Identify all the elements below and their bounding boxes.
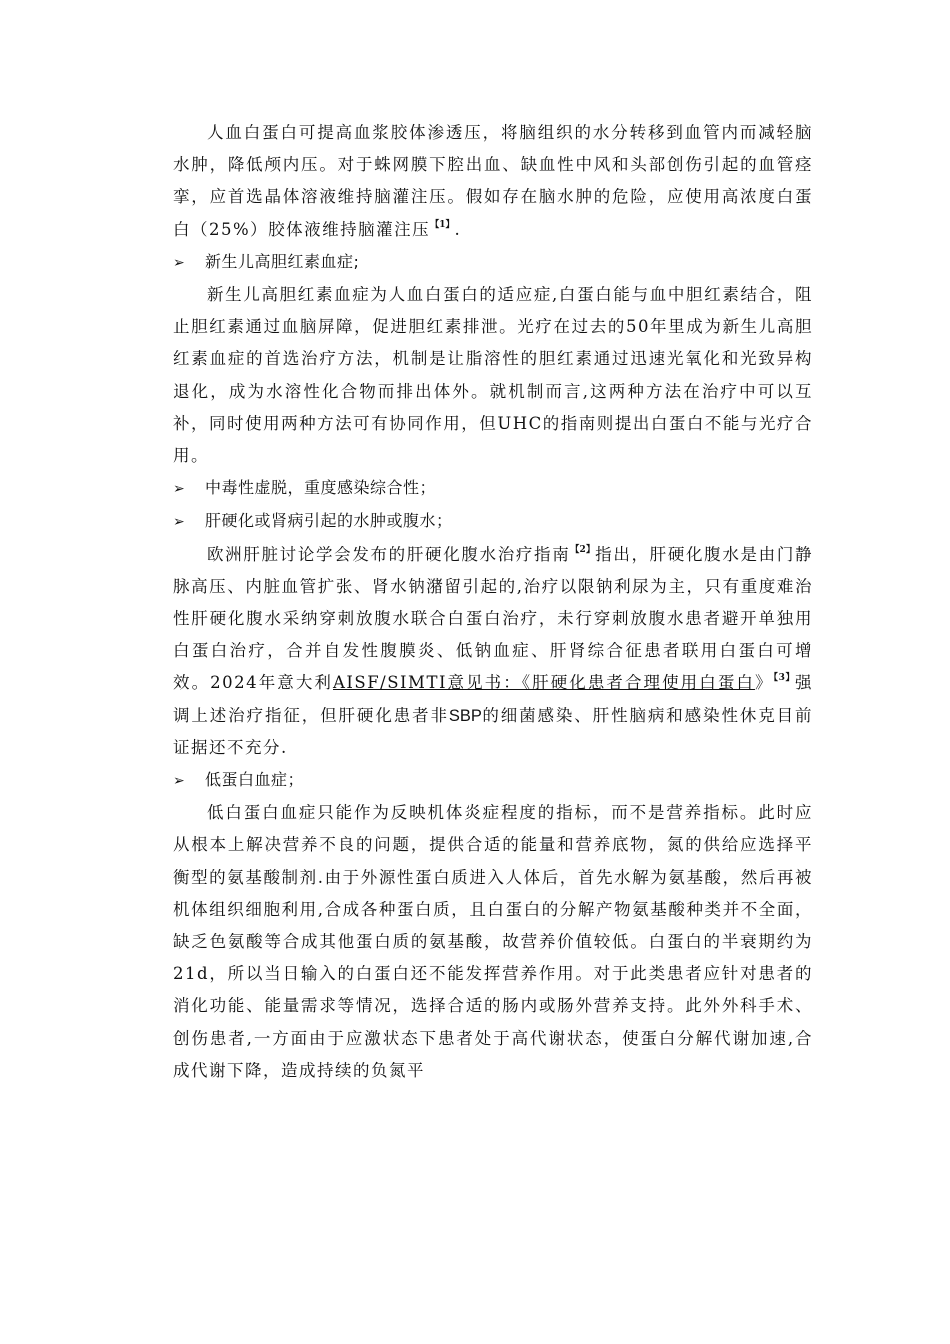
bullet-arrow-icon: ➢: [173, 514, 186, 531]
bullet-arrow-icon: ➢: [173, 481, 186, 498]
bullet-item-hypoalbuminemia: ➢ 低蛋白血症；: [173, 764, 813, 797]
reference-link-aisf-simti[interactable]: AISF/SIMTI意见书：《肝硬化患者合理使用白蛋白: [332, 673, 755, 693]
bullet-item-neonatal-hyperbilirubinemia: ➢ 新生儿高胆红素血症;: [173, 246, 813, 279]
paragraph-cirrhosis-ascites: 欧洲肝脏讨论学会发布的肝硬化腹水治疗指南$^{【2】}$指出，肝硬化腹水是由门静脉高压、内脏血管扩张、肾水钠潴留引起的,治疗以限钠利尿为主，只有重度难治性肝硬化腹水采纳穿刺放腹水联合白蛋白治疗，未行穿刺放腹水患者避开单独用白蛋白治疗，合并自发性腹膜炎、低钠血症、肝肾综合征患者联用白蛋白可增效。2024年意大利AISF/SIMTI意见书：《肝硬化患者合理使用白蛋白》$^{【3】}$强调上述治疗指征，但肝硬化患者非SBP的细菌感染、肝性脑病和感染性休克目前证据还不充分.: [173, 544, 814, 757]
bullet-arrow-icon: ➢: [173, 254, 186, 271]
bullet-item-cirrhosis-ascites: ➢ 肝硬化或肾病引起的水肿或腹水；: [173, 505, 813, 538]
paragraph-albumin-brain-edema: 人血白蛋白可提高血浆胶体渗透压，将脑组织的水分转移到血管内而减轻脑水肿，降低颅内压。对于蛛网膜下腔出血、缺血性中风和头部创伤引起的血管痉挛，应首选晶体溶液维持脑灌注压。假如存在脑水肿的危险，应使用高浓度白蛋白（25%）胶体液维持脑灌注压$^{【1】}$.: [173, 123, 813, 239]
citation-3: 【3】: [773, 673, 796, 684]
paragraph-neonatal-hyperbilirubinemia: 新生儿高胆红素血症为人血白蛋白的适应症,白蛋白能与血中胆红素结合，阻止胆红素通过血脑屏障，促进胆红素排泄。光疗在过去的50年里成为新生儿高胆红素血症的首选治疗方法，机制是让脂溶性的胆红素通过迅速光氧化和光致异构退化，成为水溶性化合物而排出体外。就机制而言,这两种方法在治疗中可以互补，同时使用两种方法可有协同作用，但UHC的指南则提出白蛋白不能与光疗合用。: [173, 285, 813, 466]
paragraph-hypoalbuminemia: 低白蛋白血症只能作为反映机体炎症程度的指标，而不是营养指标。此时应从根本上解决营养不良的问题，提供合适的能量和营养底物，氮的供给应选择平衡型的氨基酸制剂.由于外源性蛋白质进入人体后，首先水解为氨基酸，然后再被机体组织细胞利用,合成各种蛋白质，且白蛋白的分解产物氨基酸种类并不全面，缺乏色氨酸等合成其他蛋白质的氨基酸，故营养价值较低。白蛋白的半衰期约为21d，所以当日输入的白蛋白还不能发挥营养作用。对于此类患者应针对患者的消化功能、能量需求等情况，选择合适的肠内或肠外营养支持。此外外科手术、创伤患者,一方面由于应激状态下患者处于高代谢状态，使蛋白分解代谢加速,合成代谢下降，造成持续的负氮平: [173, 803, 813, 1080]
citation-2: 【2】: [570, 544, 596, 555]
bullet-arrow-icon: ➢: [173, 773, 186, 790]
document-body: [173, 117, 813, 1087]
bullet-item-toxic-collapse: ➢ 中毒性虚脱，重度感染综合性；: [173, 472, 813, 505]
citation-1: 【1】: [430, 219, 455, 230]
